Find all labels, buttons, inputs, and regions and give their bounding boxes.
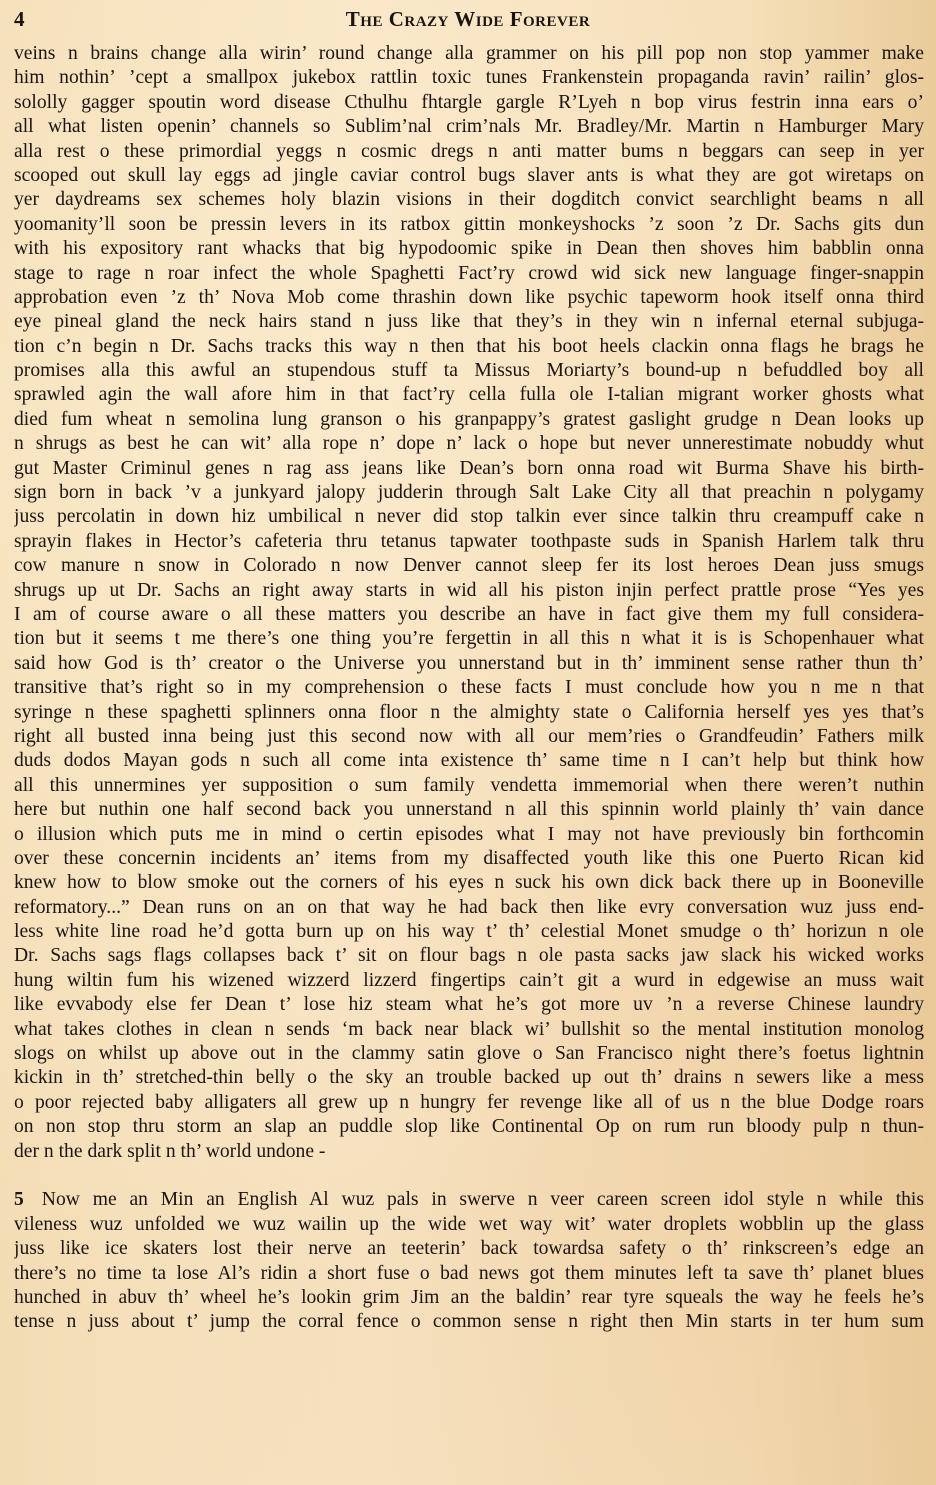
text-line: sprawled agin the wall afore him in that fact’ry cella fulla ole I-talian migrant worker ghosts what	[14, 384, 924, 406]
text-line: shrugs up ut Dr. Sachs an right away starts in wid all his piston injin perfect prattle prose “Yes yes	[14, 579, 924, 601]
text-line: died fum wheat n semolina lung granson o his granpappy’s gratest gaslight grudge n Dean looks up	[14, 408, 924, 430]
text-line: him nothin’ ’cept a smallpox jukebox rattlin toxic tunes Frankenstein propaganda ravin’ railin’ glos-	[14, 67, 924, 89]
text-line: gut Master Criminul genes n rag ass jeans like Dean’s born onna road wit Burma Shave his birth-	[14, 457, 924, 479]
text-line: with his expository rant whacks that big hypodoomic spike in Dean then shoves him babblin onna	[14, 238, 924, 260]
text-line: kickin in th’ stretched-thin belly o the sky an trouble backed up out th’ drains n sewers like a mess	[14, 1067, 924, 1089]
text-line: sign born in back ’v a junkyard jalopy judderin through Salt Lake City all that preachin n polygamy	[14, 482, 924, 504]
text-line: vileness wuz unfolded we wuz wailin up the wide wet way wit’ water droplets wobblin up the glass	[14, 1213, 924, 1235]
section-first-line	[14, 1188, 924, 1212]
text-line: here but nuthin one half second back you unnerstand n all this spinnin world plainly th’ vain dance	[14, 799, 924, 821]
text-line: knew how to blow smoke out the corners of his eyes n suck his own dick back there up in Booneville	[14, 872, 924, 894]
text-line: less white line road he’d gotta burn up on his way t’ th’ celestial Monet smudge o th’ horizun n ole	[14, 921, 924, 943]
text-line: on non stop thru storm an slap an puddle slop like Continental Op on rum run bloody pulp n thun-	[14, 1116, 924, 1138]
paragraph-2	[14, 1188, 924, 1334]
text-line: sololly gagger spoutin word disease Cthulhu fhtargle gargle R’Lyeh n bop virus festrin inna ears o’	[14, 91, 924, 113]
text-line: veins n brains change alla wirin’ round change alla grammer on his pill pop non stop yammer make	[14, 43, 924, 64]
text-line: juss like ice skaters lost their nerve an teeterin’ back towardsa safety o th’ rinkscreen’s edge an	[14, 1238, 924, 1260]
paragraph-gap	[14, 1164, 924, 1188]
text-line: there’s no time ta lose Al’s ridin a short fuse o bad news got them minutes left ta save th’ planet blues	[14, 1262, 924, 1284]
text-line: hunched in abuv th’ wheel he’s lookin grim Jim an the baldin’ rear tyre squeals the way he feels he’s	[14, 1286, 924, 1308]
text-line: sprayin flakes in Hector’s cafeteria thru tetanus tapwater toothpaste suds in Spanish Harlem talk thru	[14, 530, 924, 552]
text-line: tion but it seems t me there’s one thing you’re fergettin in all this n what it is is Schopenhauer what	[14, 628, 924, 650]
running-title: The Crazy Wide Forever	[345, 7, 591, 31]
text-line: alla rest o these primordial yeggs n cosmic dregs n anti matter bums n beggars can seep in yer	[14, 140, 924, 162]
page-number: 4	[14, 7, 25, 31]
text-line: transitive that’s right so in my comprehension o these facts I must conclude how you n me n that	[14, 677, 924, 699]
text-line: o poor rejected baby alligaters all grew up n hungry fer revenge like all of us n the blue Dodge roars	[14, 1091, 924, 1113]
text-line: yoomanity’ll soon be pressin levers in its ratbox gittin monkeyshocks ’z soon ’z Dr. Sachs gits dun	[14, 213, 924, 235]
text-line: o illusion which puts me in mind o certin episodes what I may not have previously bin forthcomin	[14, 823, 924, 845]
text-line: slogs on whilst up above out in the clammy satin glove o San Francisco night there’s foetus lightnin	[14, 1043, 924, 1065]
text-line: promises alla this awful an stupendous stuff ta Missus Moriarty’s bound-up n befuddled boy all	[14, 360, 924, 382]
text-line: all what listen openin’ channels so Sublim’nal crim’nals Mr. Bradley/Mr. Martin n Hamburger Mary	[14, 116, 924, 138]
text-line: right all busted inna being just this second now with all our mem’ries o Grandfeudin’ Fathers milk	[14, 725, 924, 747]
text-line: hung wiltin fum his wizened wizzerd lizzerd fingertips cain’t git a wurd in edgewise an muss wait	[14, 969, 924, 991]
text-line: said how God is th’ creator o the Universe you unnerstand but in th’ imminent sense rather thun th’	[14, 652, 924, 674]
text-line: n shrugs as best he can wit’ alla rope n’ dope n’ lack o hope but never unnerestimate nobuddy whut	[14, 433, 924, 455]
text-line: juss percolatin in down hiz umbilical n never did stop talkin ever since talkin thru creampuff cake n	[14, 506, 924, 528]
text-line: Dr. Sachs sags flags collapses back t’ sit on flour bags n ole pasta sacks jaw slack his wicked works	[14, 945, 924, 967]
text-line: what takes clothes in clean n sends ‘m back near black wi’ bullshit so the mental institution monolog	[14, 1018, 924, 1040]
text-line: all this unnermines yer supposition o sum family vendetta immemorial when there weren’t nuthin	[14, 774, 924, 796]
text-line: tense n juss about t’ jump the corral fence o common sense n right then Min starts in ter hum sum	[14, 1311, 924, 1333]
text-line: reformatory...” Dean runs on an on that way he had back then like evry conversation wuz juss end-	[14, 896, 924, 918]
text-line-last: der n the dark split n th’ world undone -	[14, 1140, 326, 1162]
body-text	[14, 42, 924, 1335]
text-line: stage to rage n roar infect the whole Spaghetti Fact’ry crowd wid sick new language finger-snappin	[14, 262, 924, 284]
text-line: duds dodos Mayan gods n such all come inta existence th’ same time n I can’t help but think how	[14, 750, 924, 772]
paragraph-1	[14, 42, 924, 1164]
section-first-line-text: Now me an Min an English Al wuz pals in swerve n veer careen screen idol style n while this	[41, 1189, 924, 1211]
text-line: scooped out skull lay eggs ad jingle caviar control bugs slaver ants is what they are got wiretaps on	[14, 164, 924, 186]
text-line: cow manure n snow in Colorado n now Denver cannot sleep fer its lost heroes Dean juss smugs	[14, 555, 924, 577]
text-line: over these concernin incidents an’ items from my disaffected youth like this one Puerto Rican kid	[14, 847, 924, 869]
text-line: tion c’n begin n Dr. Sachs tracks this way n then that his boot heels clackin onna flags he brags he	[14, 335, 924, 357]
text-line: approbation even ’z th’ Nova Mob come thrashin down like psychic tapeworm hook itself onna third	[14, 286, 924, 308]
text-line: syringe n these spaghetti splinners onna floor n the almighty state o California herself yes yes that’s	[14, 701, 924, 723]
text-line: like evvabody else fer Dean t’ lose hiz steam what he’s got more uv ’n a reverse Chinese laundry	[14, 994, 924, 1016]
text-line: I am of course aware o all these matters you describe an have in fact give them my full considera-	[14, 603, 924, 625]
text-line: yer daydreams sex schemes holy blazin visions in their dogditch convict searchlight beams n all	[14, 189, 924, 211]
text-line: eye pineal gland the neck hairs stand n juss like that they’s in they win n infernal eternal subjuga-	[14, 311, 924, 333]
section-number: 5	[14, 1189, 24, 1211]
